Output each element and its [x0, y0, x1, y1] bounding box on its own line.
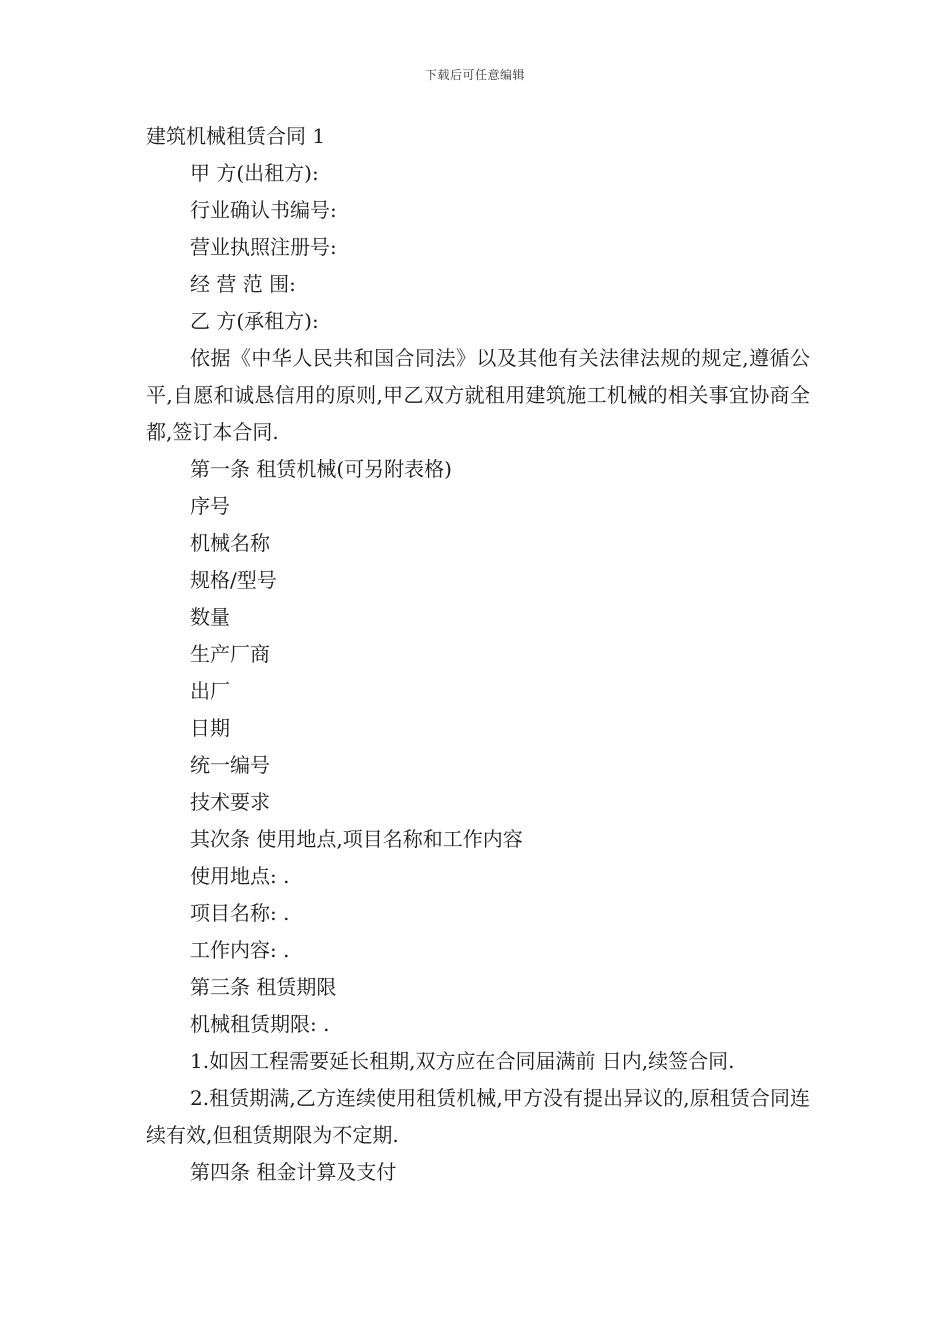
article-4-title: 第四条 租金计算及支付: [190, 1160, 397, 1184]
table-header-item: 日期: [190, 716, 230, 740]
clause-3-1: 1.如因工程需要延长租期,双方应在合同届满前 日内,续签合同.: [190, 1049, 735, 1073]
table-header-item: 统一编号: [190, 753, 270, 777]
license-reg-label: 营业执照注册号:: [190, 235, 337, 259]
project-name-label: 项目名称: .: [190, 901, 290, 925]
article-2-title: 其次条 使用地点,项目名称和工作内容: [190, 827, 523, 851]
page-header: 下载后可任意编辑: [424, 68, 525, 82]
clause-3-2: 2.租赁期满,乙方连续使用租赁机械,甲方没有提出异议的,原租赁合同连续有效,但租赁期限为不定期.: [146, 1086, 810, 1147]
article-1-title: 第一条 租赁机械(可另附表格): [190, 457, 452, 481]
table-header-item: 技术要求: [190, 790, 270, 814]
table-header-item: 数量: [190, 605, 230, 629]
document-body: [146, 118, 810, 1191]
party-b-label: 乙 方(承租方):: [190, 309, 319, 333]
use-location-label: 使用地点: .: [190, 864, 290, 888]
party-a-label: 甲 方(出租方):: [190, 161, 319, 185]
business-scope-label: 经 营 范 围:: [190, 272, 296, 296]
industry-cert-label: 行业确认书编号:: [190, 198, 337, 222]
document-title: 建筑机械租赁合同 1: [146, 124, 326, 148]
lease-term-label: 机械租赁期限: .: [190, 1012, 330, 1036]
article-3-title: 第三条 租赁期限: [190, 975, 337, 999]
preamble-paragraph: 依据《中华人民共和国合同法》以及其他有关法律法规的规定,遵循公平,自愿和诚恳信用的原则,甲乙双方就租用建筑施工机械的相关事宜协商全都,签订本合同.: [146, 346, 810, 444]
table-header-item: 生产厂商: [190, 642, 270, 666]
table-header-item: 序号: [190, 494, 230, 518]
table-header-item: 出厂: [190, 679, 230, 703]
work-content-label: 工作内容: .: [190, 938, 290, 962]
table-header-item: 机械名称: [190, 531, 270, 555]
table-header-item: 规格/型号: [190, 568, 277, 592]
